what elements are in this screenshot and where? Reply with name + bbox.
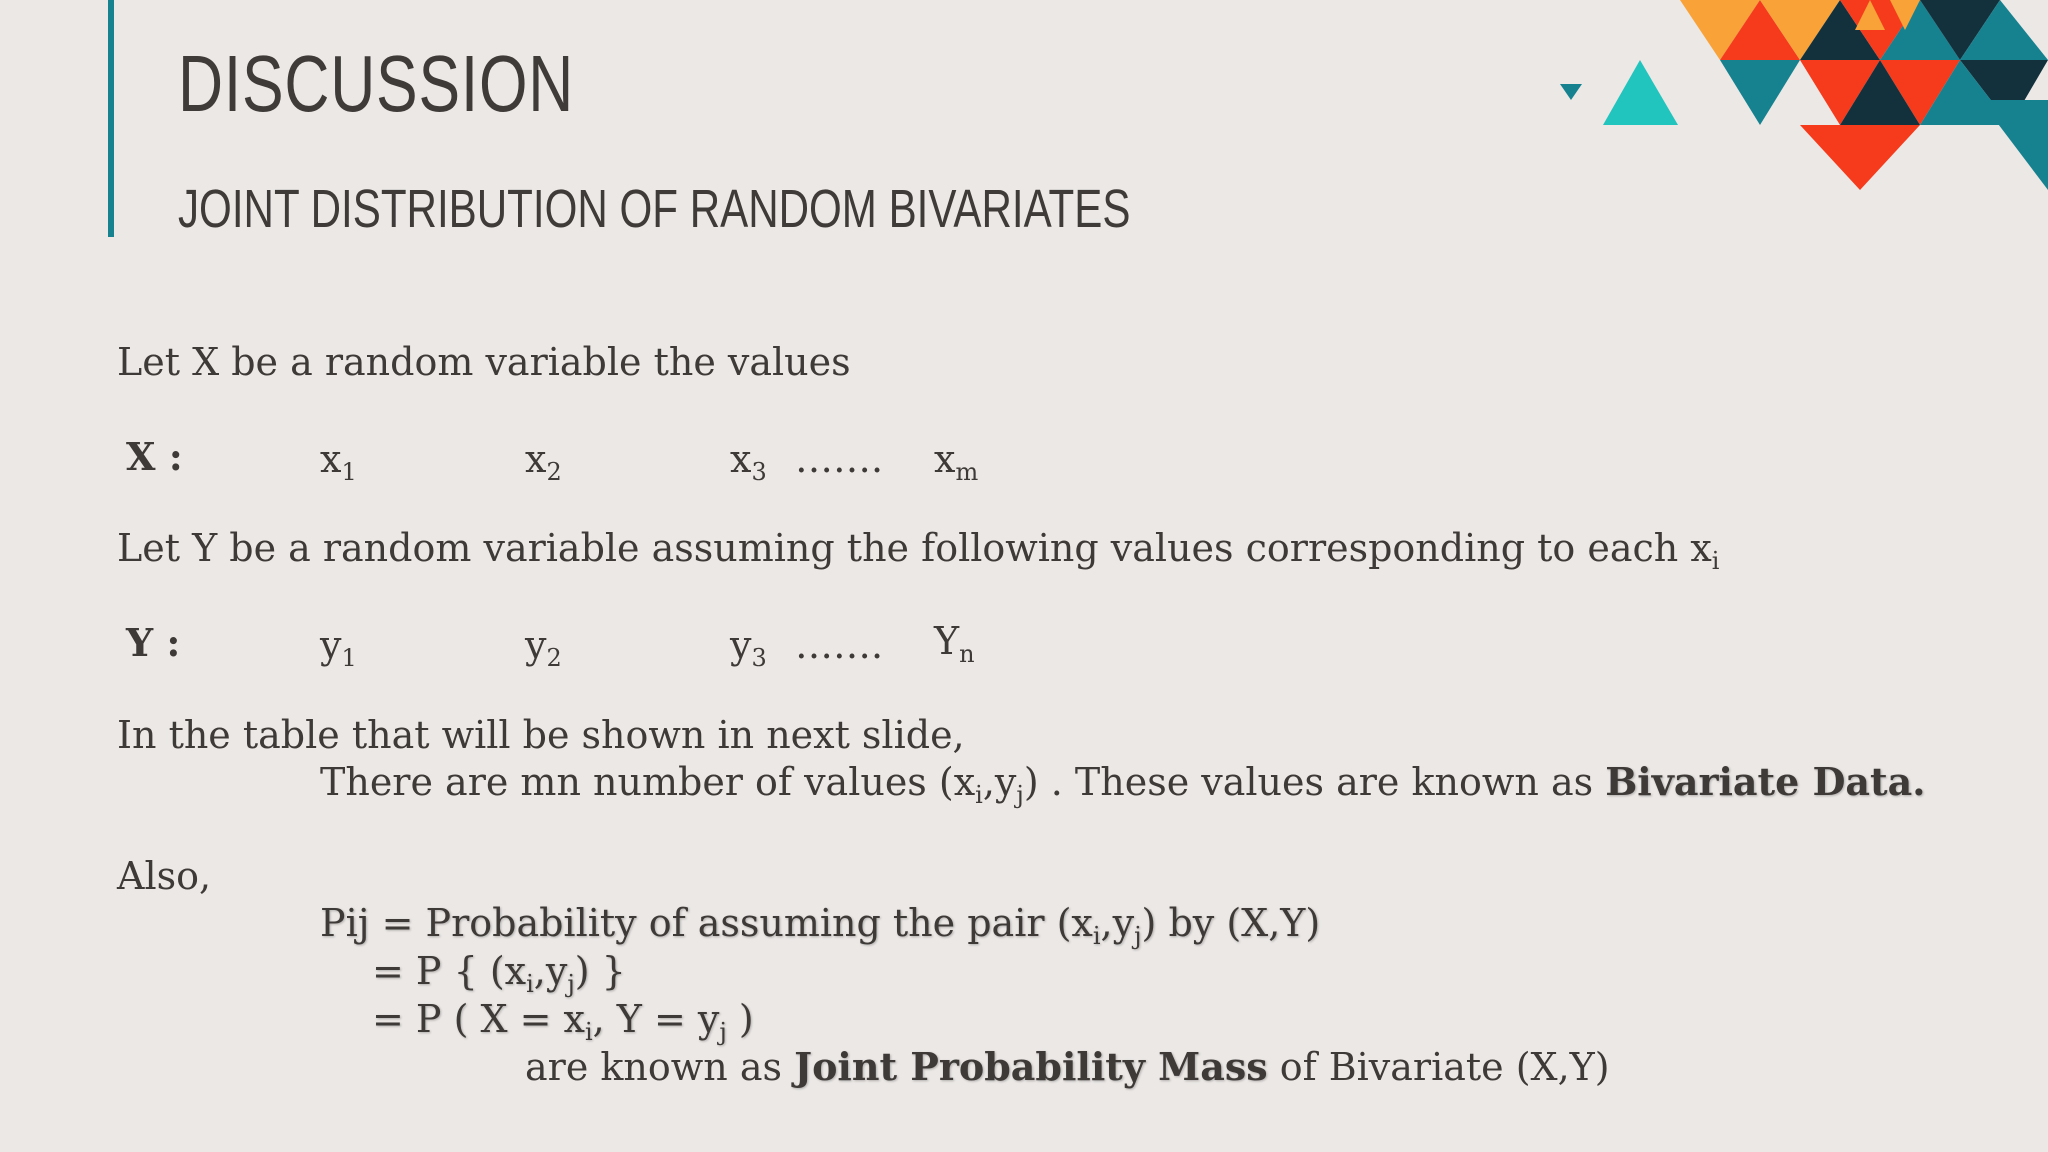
x-value-2: $x_2$	[525, 437, 562, 486]
formula-line-2: = P { $(x_i,y_j)$ }	[372, 949, 626, 998]
x-value-3: $x_3$	[730, 437, 767, 486]
bivariate-data-term: Bivariate Data.	[1605, 759, 1926, 804]
intro-y-text: Let Y be a random variable assuming the following values corresponding to each $x_i$	[117, 526, 1720, 575]
x-value-1: $x_1$	[320, 437, 357, 486]
y-ellipsis: …….	[795, 623, 884, 667]
teal-triangle	[1603, 60, 1678, 125]
x-value-m: $x_m$	[934, 437, 979, 486]
bivariate-data-text: There are mn number of values $(x_i,y_j)$ . These values are known as Bivariate Data.	[320, 759, 1926, 809]
y-row-label: Y :	[126, 620, 181, 665]
decorative-triangles	[1550, 0, 2048, 200]
also-text: Also,	[117, 854, 212, 898]
x-row-label: X :	[126, 434, 183, 479]
y-value-3: $y_3$	[730, 623, 767, 672]
intro-x-text: Let X be a random variable the values	[117, 340, 851, 384]
title-accent-bar	[108, 0, 114, 237]
y-value-n: $Y_n$	[934, 619, 975, 668]
y-value-2: $y_2$	[525, 623, 562, 672]
joint-pmf-text: are known as Joint Probability Mass of Bivariate (X,Y)	[525, 1044, 1610, 1089]
slide-subtitle: JOINT DISTRIBUTION OF RANDOM BIVARIATES	[178, 179, 1131, 239]
slide-title: DISCUSSION	[178, 39, 575, 128]
table-intro-text: In the table that will be shown in next slide,	[117, 713, 965, 757]
y-value-1: $y_1$	[320, 623, 357, 672]
small-teal-triangle	[1560, 84, 1582, 100]
joint-probability-mass-term: Joint Probability Mass	[794, 1044, 1268, 1089]
formula-line-1: Pij = Probability of assuming the pair $(x_i,y_j)$ by (X,Y)	[320, 901, 1321, 950]
formula-line-3: = P ( $X = x_i$, $Y = y_j$ )	[372, 997, 754, 1046]
x-ellipsis: …….	[795, 437, 884, 481]
